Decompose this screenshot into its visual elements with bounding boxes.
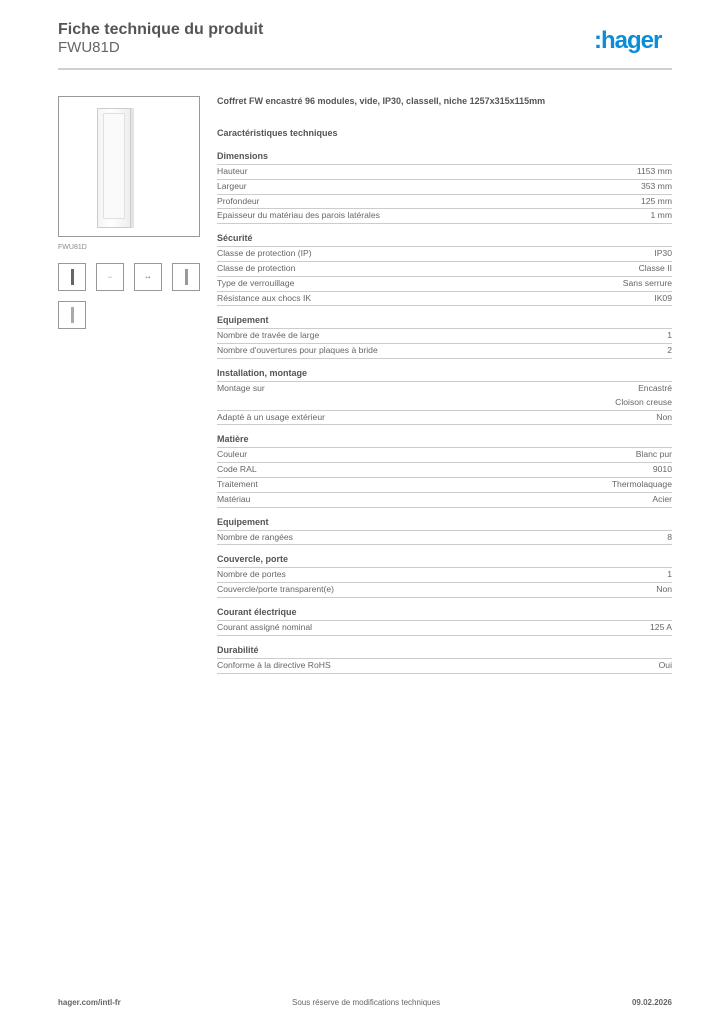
spec-row [217,568,672,583]
spec-label: Classe de protection (IP) [217,248,312,259]
spec-row [217,531,672,546]
spec-value: Non [656,584,672,595]
spec-row [217,493,672,508]
spec-value: Sans serrure [622,277,672,288]
spec-section [217,434,672,507]
section-title: Courant électrique [217,607,672,621]
spec-value: Blanc pur [635,449,672,460]
spec-row [217,659,672,674]
thumbnail-1[interactable] [58,263,86,291]
spec-row [217,247,672,262]
spec-label: Couvercle/porte transparent(e) [217,584,335,595]
spec-row [217,262,672,277]
spec-label: Epaisseur du matériau des parois latérales [217,210,380,221]
spec-label: Conforme à la directive RoHS [217,659,331,670]
enclosure-illustration [97,108,131,228]
spec-value: Acier [652,493,672,504]
section-title: Durabilité [217,645,672,659]
spec-label: Adapté à un usage extérieur [217,411,325,422]
spec-row [217,382,672,411]
spec-label: Hauteur [217,166,248,176]
enclosure-thumb-icon [185,269,188,285]
spec-value: 9010 [652,464,672,475]
spec-label: Code RAL [217,464,257,475]
spec-value: Oui [658,659,672,670]
spec-label: Nombre d'ouvertures pour plaques à bride [217,345,378,356]
spec-row [217,195,672,210]
spec-row [217,277,672,292]
spec-value: 353 mm [640,180,672,191]
spec-label: Montage sur [217,382,265,393]
section-title: Matière [217,434,672,448]
spec-row [217,292,672,307]
spec-value: 8 [667,531,672,542]
thumbnail-2[interactable]: ↔ [96,263,124,291]
spec-value: Thermolaquage [611,478,672,489]
spec-label: Matériau [217,493,251,504]
section-title: Equipement [217,315,672,329]
section-title: Couvercle, porte [217,554,672,568]
spec-value: 125 mm [640,195,672,206]
spec-label: Largeur [217,180,247,191]
spec-row [217,180,672,195]
page-title: Fiche technique du produit [58,21,264,38]
spec-row [217,411,672,426]
image-caption: FWU81D [58,244,87,251]
enclosure-thumb-icon [71,307,74,323]
thumbnail-4[interactable] [172,263,200,291]
hager-logo: :hager [594,27,662,54]
thumbnail-5[interactable] [58,301,86,329]
specs-panel [217,96,672,674]
header-divider [58,68,672,70]
spec-label: Profondeur [217,195,260,206]
footer-website[interactable]: hager.com/intl-fr [58,998,121,1007]
spec-row [217,329,672,344]
enclosure-thumb-icon [71,269,74,285]
spec-value: Classe II [638,262,672,273]
product-model: FWU81D [58,39,120,56]
spec-value: 125 A [650,621,672,632]
section-title: Equipement [217,517,672,531]
spec-label: Nombre de travée de large [217,330,320,341]
spec-value: Encastré Cloison creuse [615,382,672,407]
product-description: Coffret FW encastré 96 modules, vide, IP30, classeII, niche 1257x315x115mm [217,96,546,106]
spec-section [217,233,672,306]
spec-section [217,315,672,359]
section-title: Sécurité [217,233,672,247]
spec-label: Nombre de portes [217,569,286,580]
spec-label: Type de verrouillage [217,277,295,288]
spec-section [217,517,672,546]
spec-value: 1 [667,569,672,580]
spec-section [217,151,672,224]
footer-notice: Sous réserve de modifications techniques [292,998,441,1007]
section-title: Installation, montage [217,368,672,382]
spec-value: 2 [667,345,672,356]
spec-row [217,344,672,359]
spec-value: 1 [667,330,672,341]
spec-label: Résistance aux chocs IK [217,292,312,303]
spec-value: Non [656,411,672,422]
spec-label: Traitement [217,478,258,489]
spec-row [217,165,672,180]
spec-row [217,463,672,478]
product-image [58,96,200,237]
spec-row [217,621,672,636]
spec-section [217,645,672,674]
specs-heading: Caractéristiques techniques [217,128,338,138]
spec-label: Classe de protection [217,262,296,273]
thumbnail-3[interactable]: ↦ [134,263,162,291]
spec-row [217,209,672,224]
spec-label: Couleur [217,449,248,460]
spec-value: IP30 [654,248,672,259]
spec-section [217,607,672,636]
spec-label: Nombre de rangées [217,531,293,542]
spec-value: 1 mm [650,210,672,221]
spec-value: 1153 mm [636,166,672,176]
spec-row [217,478,672,493]
spec-row [217,583,672,598]
spec-label: Courant assigné nominal [217,621,313,632]
section-title: Dimensions [217,151,672,165]
spec-section [217,554,672,598]
spec-section [217,368,672,425]
spec-value: IK09 [654,292,672,303]
spec-sections [217,151,672,674]
footer-date: 09.02.2026 [631,998,672,1007]
spec-row [217,448,672,463]
